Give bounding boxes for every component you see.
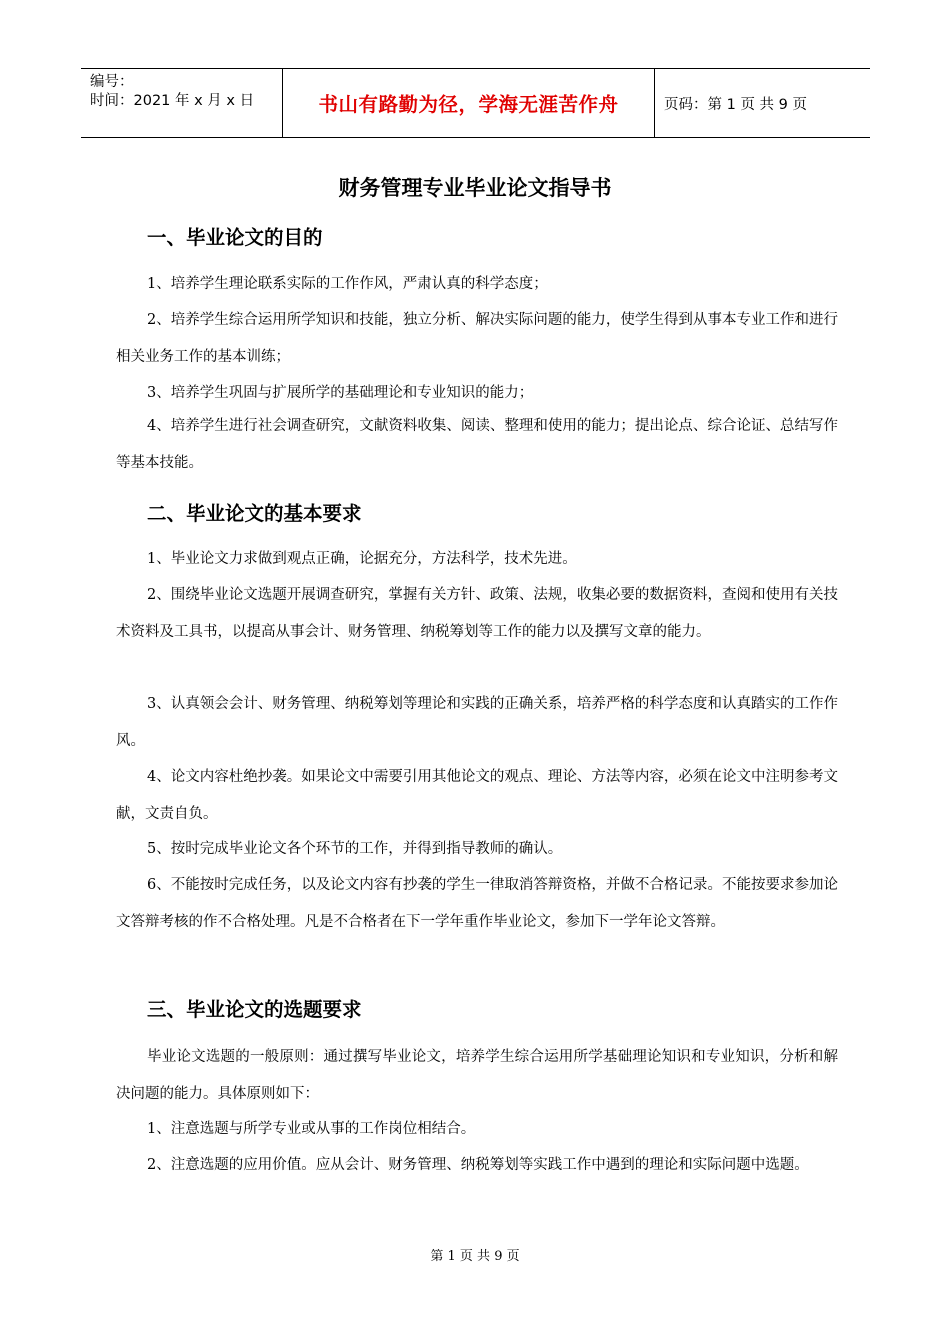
header-motto: 书山有路勤为径，学海无涯苦作舟 (282, 69, 655, 137)
paragraph: 4、培养学生进行社会调查研究，文献资料收集、阅读、整理和使用的能力；提出论点、综合论证、总结写作等基本技能。 (116, 418, 838, 471)
paragraph: 3、认真领会会计、财务管理、纳税筹划等理论和实践的正确关系，培养严格的科学态度和认真踏实的工作作风。 (116, 696, 838, 749)
page-header (81, 68, 870, 138)
header-meta (81, 69, 282, 137)
paragraph: 2、注意选题的应用价值。应从会计、财务管理、纳税筹划等实践工作中遇到的理论和实际问题中选题。 (147, 1157, 809, 1173)
paragraph: 3、培养学生巩固与扩展所学的基础理论和专业知识的能力； (147, 385, 534, 401)
document-title: 财务管理专业毕业论文指导书 (338, 176, 612, 200)
date-label: 时间：2021 年 x 月 x 日 (90, 93, 255, 109)
paragraph: 5、按时完成毕业论文各个环节的工作，并得到指导教师的确认。 (147, 841, 563, 857)
paragraph: 4、论文内容杜绝抄袭。如果论文中需要引用其他论文的观点、理论、方法等内容，必须在论文中注明参考文献，文责自负。 (116, 769, 838, 822)
paragraph: 2、培养学生综合运用所学知识和技能，独立分析、解决实际问题的能力，使学生得到从事本专业工作和进行相关业务工作的基本训练； (116, 312, 838, 365)
page-footer: 第 1 页 共 9 页 (430, 1249, 520, 1264)
section-heading-2: 二、毕业论文的基本要求 (147, 502, 362, 525)
section-heading-1: 一、毕业论文的目的 (147, 226, 323, 249)
number-label: 编号： (90, 74, 134, 90)
paragraph: 2、围绕毕业论文选题开展调查研究，掌握有关方针、政策、法规，收集必要的数据资料，查阅和使用有关技术资料及工具书，以提高从事会计、财务管理、纳税筹划等工作的能力以及撰写文章的能力。 (116, 587, 838, 640)
header-page-info: 页码：第 1 页 共 9 页 (664, 96, 807, 113)
paragraph: 1、培养学生理论联系实际的工作作风，严肃认真的科学态度； (147, 276, 548, 292)
paragraph: 1、注意选题与所学专业或从事的工作岗位相结合。 (147, 1121, 476, 1137)
paragraph: 毕业论文选题的一般原则：通过撰写毕业论文，培养学生综合运用所学基础理论知识和专业知识，分析和解决问题的能力。具体原则如下： (116, 1049, 838, 1102)
paragraph: 6、不能按时完成任务，以及论文内容有抄袭的学生一律取消答辩资格，并做不合格记录。不能按要求参加论文答辩考核的作不合格处理。凡是不合格者在下一学年重作毕业论文，参加下一学年论文答辩。 (116, 877, 838, 930)
section-heading-3: 三、毕业论文的选题要求 (147, 998, 362, 1021)
paragraph: 1、毕业论文力求做到观点正确，论据充分，方法科学，技术先进。 (147, 551, 577, 567)
